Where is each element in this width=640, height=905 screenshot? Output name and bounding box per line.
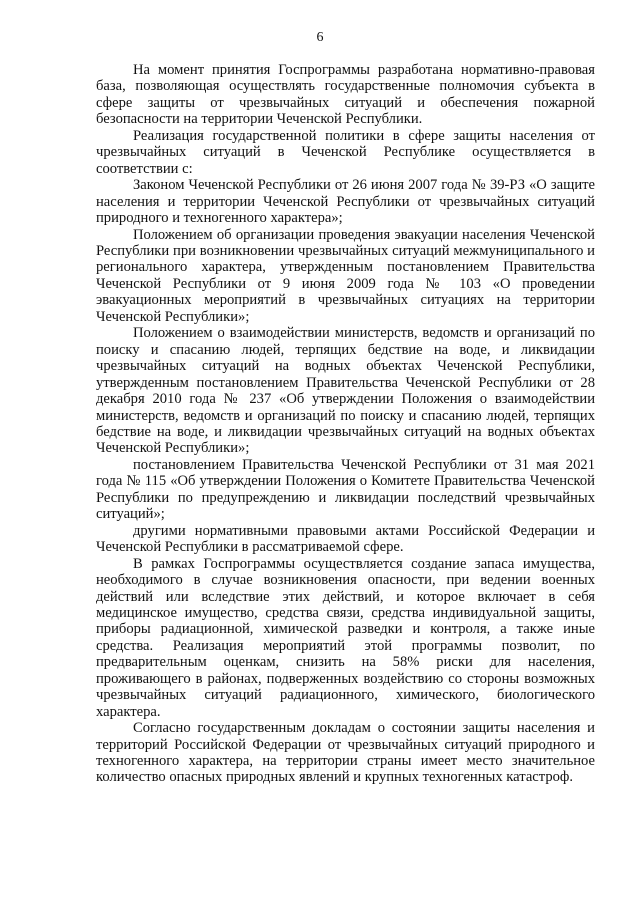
paragraph-water-rescue-regulation: Положением о взаимодействии министерств, ведомств и организаций по поиску и спасанию людей, терпящих бедствие на воде, и ликвидации чрезвычайных ситуаций на водных объектах Чеченской Республики, утвержденным постановлением Правительства Чеченской Республики от 28 декабря 2010 года № 237 «Об утверждении Положения о взаимодействии министерств, ведомств и организаций по поиску и спасанию людей, терпящих бедствие на воде, и ликвидации чрезвычайных ситуаций на водных объектах Чеченской Республики»; [96, 325, 595, 457]
document-body [96, 62, 595, 786]
page-number: 6 [316, 30, 324, 45]
paragraph-property-reserve: В рамках Госпрограммы осуществляется создание запаса имущества, необходимого в случае возникновения опасности, при ведении военных действий или вследствие этих действий, и которое включает в себя медицинское имущество, средства связи, средства индивидуальной защиты, приборы радиационной, химической разведки и контроля, а также иные средства. Реализация мероприятий этой программы позволит, по предварительным оценкам, снизить на 58% риски для населения, проживающего в районах, подверженных воздействию со стороны возможных чрезвычайных ситуаций радиационного, химического, биологического характера. [96, 555, 595, 720]
paragraph-resolution-115: постановлением Правительства Чеченской Республики от 31 мая 2021 года № 115 «Об утверждении Положения о Комитете Правительства Чеченской Республики по предупреждению и ликвидации последствий чрезвычайных ситуаций»; [96, 456, 595, 523]
paragraph-legal-base: На момент принятия Госпрограммы разработана нормативно-правовая база, позволяющая осуществлять государственные полномочия субъекта в сфере защиты от чрезвычайных ситуаций и обеспечения пожарной безопасности на территории Чеченской Республики. [96, 62, 595, 128]
paragraph-policy-intro: Реализация государственной политики в сфере защиты населения от чрезвычайных ситуаций в Чеченской Республике осуществляется в соответствии с: [96, 127, 595, 177]
paragraph-evacuation-regulation: Положением об организации проведения эвакуации населения Чеченской Республики при возникновении чрезвычайных ситуаций межмуниципального и регионального характера, утвержденным постановлением Правительства Чеченской Республики от 9 июня 2009 года № 103 «О проведении эвакуационных мероприятий в чрезвычайных ситуациях на территории Чеченской Республики»; [96, 226, 595, 325]
paragraph-state-reports: Согласно государственным докладам о состоянии защиты населения и территорий Российской Федерации от чрезвычайных ситуаций природного и техногенного характера, на территории страны имеет место значительное количество опасных природных явлений и крупных техногенных катастроф. [96, 720, 595, 786]
paragraph-law-39-rz: Законом Чеченской Республики от 26 июня 2007 года № 39-РЗ «О защите населения и территории Чеченской Республики от чрезвычайных ситуаций природного и техногенного характера»; [96, 177, 595, 227]
paragraph-other-acts: другими нормативными правовыми актами Российской Федерации и Чеченской Республики в рассматриваемой сфере. [96, 522, 595, 556]
